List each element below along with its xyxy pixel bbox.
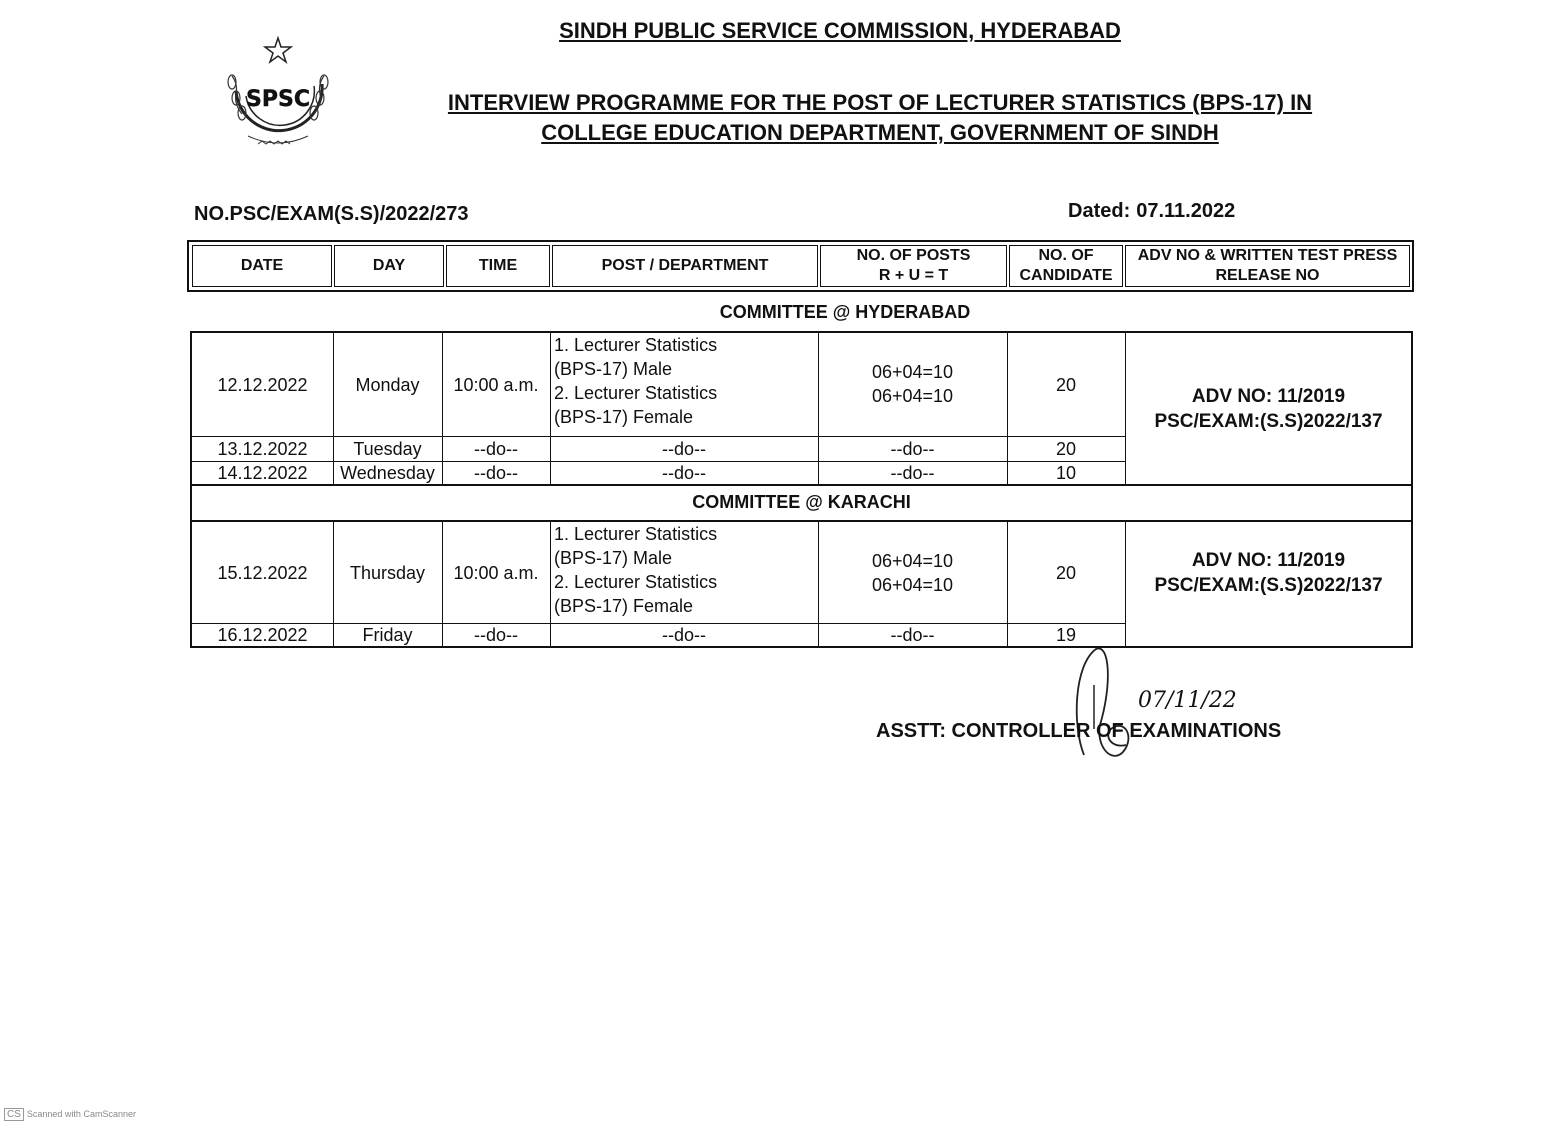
table-row-time: 10:00 a.m.: [453, 374, 539, 395]
table-row-date: 14.12.2022: [217, 463, 308, 483]
organization-title: SINDH PUBLIC SERVICE COMMISSION, HYDERABAD: [559, 18, 1121, 43]
scanner-watermark: [4, 1108, 136, 1121]
header-adv: [1125, 245, 1410, 287]
table-row-candidates: 20: [1055, 562, 1077, 583]
header-candidates: [1009, 245, 1123, 287]
post-line: (BPS-17) Female: [554, 596, 694, 616]
posts-line: 06+04=10: [871, 386, 954, 406]
table-row-post: --do--: [662, 625, 706, 645]
post-line: 1. Lecturer Statistics: [554, 524, 718, 544]
table-row-posts: [818, 359, 1007, 409]
table-row-time: --do--: [474, 463, 518, 483]
adv-line: ADV NO: 11/2019: [1191, 385, 1346, 407]
table-row-posts: [818, 548, 1007, 598]
table-row-day: Monday: [355, 374, 420, 395]
scanner-badge: CS: [4, 1108, 24, 1121]
posts-line: 06+04=10: [871, 575, 954, 595]
table-row-date: 12.12.2022: [217, 374, 308, 395]
programme-title: [330, 88, 1430, 148]
table-row-candidates: 19: [1055, 625, 1077, 645]
spsc-logo: [218, 36, 338, 160]
scanner-text: Scanned with CamScanner: [26, 1109, 136, 1119]
header-candidates-line1: NO. OF: [1038, 247, 1094, 264]
table-row-candidates: 10: [1055, 463, 1077, 483]
adv-line: PSC/EXAM:(S.S)2022/137: [1154, 410, 1383, 432]
post-line: (BPS-17) Male: [554, 359, 673, 379]
post-line: 2. Lecturer Statistics: [554, 572, 718, 592]
posts-line: 06+04=10: [871, 551, 954, 571]
post-line: 1. Lecturer Statistics: [554, 335, 718, 355]
hyderabad-table: [190, 331, 1413, 486]
table-row-date: 13.12.2022: [217, 439, 308, 459]
signatory-title: ASSTT: CONTROLLER OF EXAMINATIONS: [876, 720, 1282, 742]
table-row-post: [550, 333, 818, 436]
posts-line: 06+04=10: [871, 362, 954, 382]
logo-text: SPSC: [246, 87, 310, 112]
reference-number: NO.PSC/EXAM(S.S)/2022/273: [194, 203, 469, 225]
table-row-post: --do--: [662, 439, 706, 459]
karachi-table: [190, 520, 1413, 648]
section-label-hyderabad: COMMITTEE @ HYDERABAD: [719, 302, 971, 322]
table-row-post: --do--: [662, 463, 706, 483]
dated-value: 07.11.2022: [1136, 200, 1236, 222]
table-row-post: [550, 522, 818, 623]
adv-line: ADV NO: 11/2019: [1191, 549, 1346, 571]
table-row-date: 16.12.2022: [217, 625, 308, 645]
table-row-day: Thursday: [349, 562, 426, 583]
dated-label: Dated:: [1068, 200, 1131, 222]
table-row-posts: --do--: [890, 439, 935, 459]
post-line: (BPS-17) Female: [554, 407, 694, 427]
header-date: DATE: [192, 245, 332, 287]
header-adv-line2: RELEASE NO: [1215, 267, 1320, 284]
header-post: POST / DEPARTMENT: [552, 245, 818, 287]
header-day: DAY: [334, 245, 444, 287]
section-label-karachi: COMMITTEE @ KARACHI: [692, 491, 911, 512]
programme-title-line2: COLLEGE EDUCATION DEPARTMENT, GOVERNMENT OF SINDH: [541, 120, 1219, 145]
signature-date: 07/11/22: [1138, 688, 1237, 713]
table-row-time: 10:00 a.m.: [453, 562, 539, 583]
table-row-day: Tuesday: [353, 439, 422, 459]
table-row-time: --do--: [474, 625, 518, 645]
section-row-karachi: [190, 484, 1413, 522]
dated: [1068, 200, 1235, 223]
table-header: [187, 240, 1414, 292]
adv-cell: [1126, 333, 1411, 484]
adv-cell: [1126, 522, 1411, 623]
programme-title-line1: INTERVIEW PROGRAMME FOR THE POST OF LECTURER STATISTICS (BPS-17) IN: [447, 90, 1313, 115]
header-adv-line1: ADV NO & WRITTEN TEST PRESS: [1137, 247, 1398, 264]
table-row-posts: --do--: [890, 625, 935, 645]
post-line: 2. Lecturer Statistics: [554, 383, 718, 403]
table-row-date: 15.12.2022: [217, 562, 308, 583]
adv-line: PSC/EXAM:(S.S)2022/137: [1154, 574, 1383, 596]
header-candidates-line2: CANDIDATE: [1019, 267, 1113, 284]
table-row-posts: --do--: [890, 463, 935, 483]
header-time: TIME: [446, 245, 550, 287]
post-line: (BPS-17) Male: [554, 548, 673, 568]
header-posts-line1: NO. OF POSTS: [856, 247, 971, 264]
table-row-candidates: 20: [1055, 374, 1077, 395]
table-row-candidates: 20: [1055, 439, 1077, 459]
header-posts: [820, 245, 1007, 287]
table-row-day: Wednesday: [340, 463, 435, 483]
table-row-day: Friday: [362, 625, 413, 645]
header-posts-line2: R + U = T: [878, 267, 949, 284]
table-row-time: --do--: [474, 439, 518, 459]
